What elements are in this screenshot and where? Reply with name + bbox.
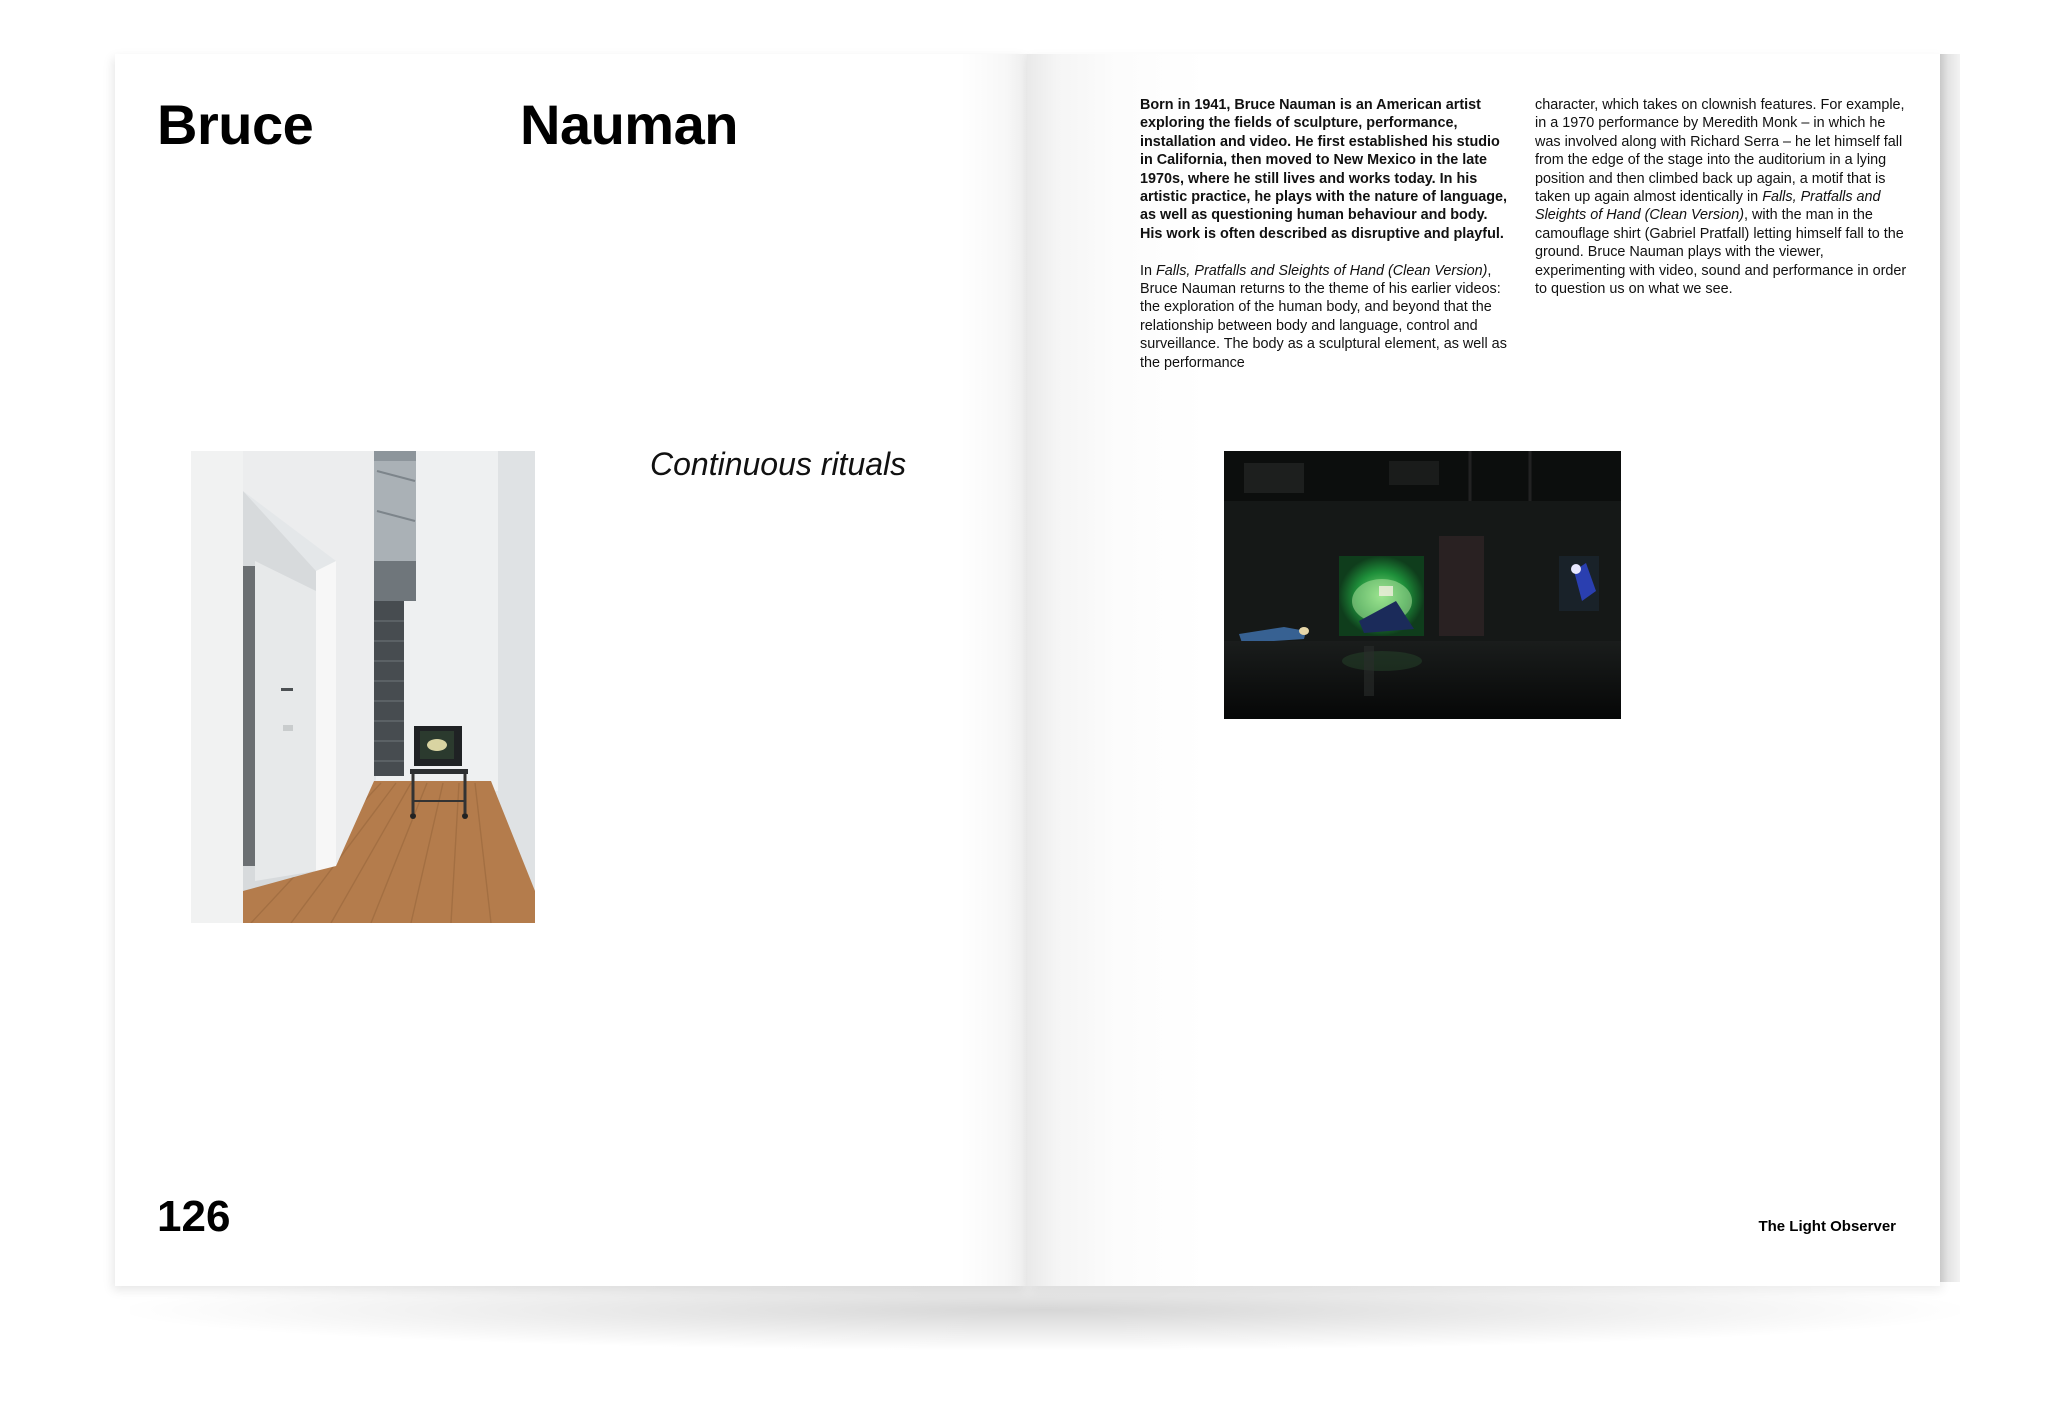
body-paragraph-2-post: , with the man in the camouflage shirt (Gabriel Pratfall) letting himself fall to the ground. Bruce Nauman plays with the viewer, experimenting with video, sound and performance in order to question us on what we see. [1535,207,1907,298]
right-page [1027,54,1940,1286]
running-footer: The Light Observer [1758,1218,1896,1235]
page-number: 126 [157,1192,231,1241]
body-paragraph-1-pre: In [1140,262,1156,279]
work-title-italic: Falls, Pratfalls and Sleights of Hand (Clean Version) [1156,262,1488,279]
title-last-name: Nauman [520,93,738,156]
body-paragraph-2-pre: character, which takes on clownish features. For example, in a 1970 performance by Meredith Monk – in which he was involved along with Richard Serra – he let himself fall from the edge of the stage into the auditorium in a lying position and then climbed back up again, a motif that is taken up again almost identically in [1535,97,1905,206]
text-column-2 [1535,96,1907,317]
text-column-1 [1140,96,1512,390]
body-paragraph-1 [1140,262,1512,372]
video-installation-photo [1224,451,1621,719]
gallery-installation-photo [191,451,535,923]
body-paragraph-2 [1535,96,1907,298]
page-edge [1940,54,1960,1282]
gutter-shade [960,54,1027,1286]
title-first-name: Bruce [157,93,314,156]
work-title-italic-2: Falls, Pratfalls and Sleights of Hand (Clean Version) [1535,189,1881,224]
body-paragraph-1-post: , Bruce Nauman returns to the theme of his earlier videos: the exploration of the human body, and beyond that the relationship between body and language, control and surveillance. The body as a sculptural element, as well as the performance [1140,262,1507,371]
intro-paragraph: Born in 1941, Bruce Nauman is an American artist exploring the fields of sculpture, performance, installation and video. He first established his studio in California, then moved to New Mexico in the late 1970s, where he still lives and works today. In his artistic practice, he plays with the nature of language, as well as questioning human behaviour and body. His work is often described as disruptive and playful. [1140,97,1508,242]
left-page [115,54,1027,1286]
subtitle: Continuous rituals [650,446,907,482]
